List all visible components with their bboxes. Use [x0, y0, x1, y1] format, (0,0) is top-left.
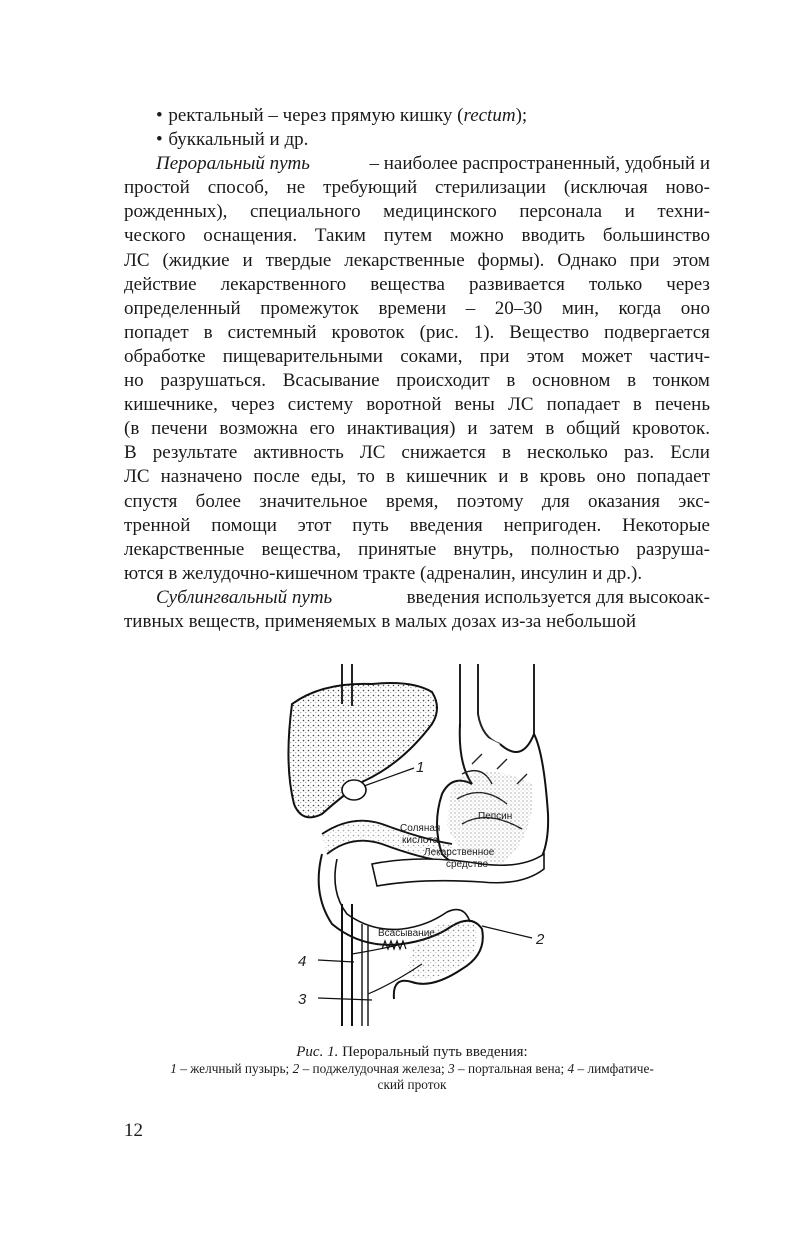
digestive-system-figure: [282, 664, 550, 1026]
figure-caption: [112, 1044, 712, 1093]
bullet-text: ректальный – через прямую кишку (rectum);: [168, 105, 528, 126]
marker-1: 1: [416, 759, 425, 776]
leader-2: [482, 926, 532, 938]
paragraph-line: ЛС назначено после еды, то в кишечник и в кровь оно попадает: [124, 466, 710, 488]
paragraph-line: Сублингвальный путь введения используется для высокоак-: [124, 586, 710, 610]
paragraph-line: действие лекарственного вещества развивается только через: [124, 273, 710, 295]
label-drug-line1: Лекарственное: [424, 847, 495, 858]
gallbladder: [342, 780, 366, 800]
marker-4: 4: [298, 953, 307, 970]
paragraph-peroral: [124, 152, 710, 586]
term-sublingual: Сублингвальный путь: [156, 586, 333, 608]
paragraph-line: попадет в системный кровоток (рис. 1). Вещество подвергается: [124, 321, 710, 343]
portal-vein: [342, 904, 352, 1026]
marker-3: 3: [298, 991, 307, 1008]
bullet-glyph: •: [156, 105, 163, 126]
page-number: 12: [124, 1120, 143, 1141]
paragraph-line: лекарственные вещества, принятые внутрь, полностью разруша-: [124, 538, 710, 560]
paragraph-line: ческого оснащения. Таким путем можно вводить большинство: [124, 225, 710, 247]
caption-legend: 1 – желчный пузырь; 2 – поджелудочная железа; 3 – портальная вена; 4 – лимфатиче-: [170, 1061, 654, 1076]
paragraph-sublingual: [124, 586, 710, 634]
bullet-item-buccal: [124, 128, 710, 152]
paragraph-line: простой способ, не требующий стерилизации (исключая ново-: [124, 177, 710, 199]
paragraph-line: определенный промежуток времени – 20–30 мин, когда оно: [124, 297, 710, 319]
paragraph-line: рожденных), специального медицинского персонала и техни-: [124, 201, 710, 223]
label-absorption: Всасывание: [378, 928, 435, 939]
term-peroral: Пероральный путь: [156, 153, 310, 175]
paragraph-line: кишечнике, через систему воротной вены ЛС попадает в печень: [124, 394, 710, 416]
paragraph-line: тивных веществ, применяемых в малых дозах из-за небольшой: [124, 610, 637, 632]
bullet-glyph: •: [156, 129, 163, 151]
marker-2: 2: [536, 931, 545, 948]
paragraph-line: (в печени возможна его инактивация) и затем в общий кровоток.: [124, 418, 710, 440]
body-text: [124, 104, 710, 634]
paragraph-line: но разрушаться. Всасывание происходит в основном в тонком: [124, 370, 710, 392]
leader-4: [318, 960, 354, 962]
paragraph-line: В результате активность ЛС снижается в несколько раз. Если: [124, 442, 710, 464]
label-pepsin: Пепсин: [478, 811, 513, 822]
bullet-item-rectal: [124, 104, 710, 128]
label-acid-line1: Соляная: [400, 823, 441, 834]
label-acid-line2: кислота: [402, 835, 439, 846]
caption-title: Рис. 1. Пероральный путь введения:: [296, 1044, 528, 1060]
anatomy-illustration: [282, 664, 550, 1026]
label-drug-line2: средство: [446, 859, 489, 870]
paragraph-line: обработке пищеварительными соками, при этом может частич-: [124, 345, 710, 367]
caption-legend-line2: ский проток: [377, 1077, 447, 1092]
paragraph-line: Пероральный путь – наиболее распространенный, удобный и: [124, 152, 710, 176]
latin-term: rectum: [463, 105, 516, 126]
paragraph-line: ЛС (жидкие и твердые лекарственные формы). Однако при этом: [124, 249, 710, 271]
paragraph-line: ются в желудочно-кишечном тракте (адреналин, инсулин и др.).: [124, 562, 643, 584]
paragraph-line: тренной помощи этот путь введения непригоден. Некоторые: [124, 514, 710, 536]
bullet-text: буккальный и др.: [168, 129, 309, 151]
leader-3: [318, 998, 372, 1000]
paragraph-line: спустя более значительное время, поэтому для оказания экс-: [124, 490, 710, 512]
paragraph-lines: [124, 176, 710, 562]
lymph-duct: [362, 924, 368, 1026]
